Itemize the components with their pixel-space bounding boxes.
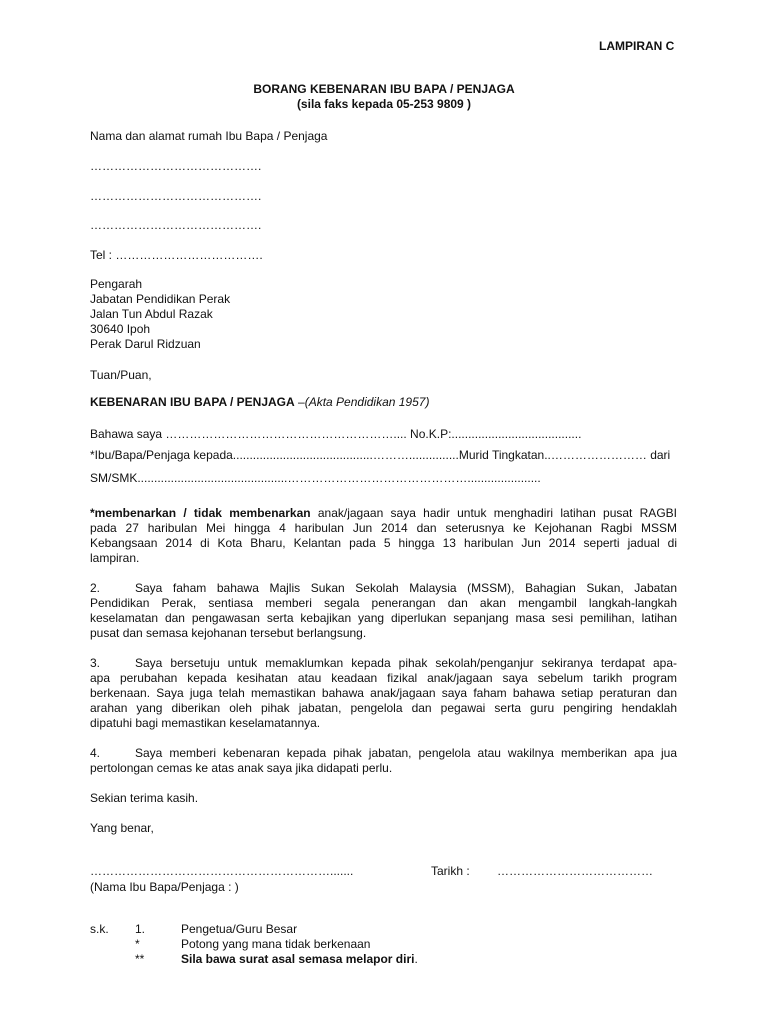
paragraph-number: 3. [90, 656, 101, 670]
closing-yang-benar: Yang benar, [90, 821, 154, 835]
paragraph-line: pada 27 haribulan Mei hingga 4 haribulan Jun 2014 dan seterusnya ke Kejohanan Ragbi MSSM [90, 521, 677, 535]
sm-smk-field[interactable]: SM/SMK.............................................………………………………………...................... [90, 471, 541, 485]
form-title: BORANG KEBENARAN IBU BAPA / PENJAGA [253, 82, 515, 96]
paragraph-line: 4. Saya memberi kebenaran kepada pihak jabatan, pengelola atau wakilnya memberikan apa jua [90, 746, 677, 760]
paragraph-line: apa perubahan kepada kesihatan atau keadaan fizikal anak/jagaan saya sebelum tarikh program [90, 671, 677, 685]
paragraph-number: 2. [90, 581, 101, 595]
footer-number: 1. [135, 922, 146, 936]
paragraph-line: pertolongan cemas ke atas anak saya jika didapati perlu. [90, 761, 393, 775]
address-line-1[interactable]: ……………………………………. [90, 159, 262, 173]
footer-marker: ** [135, 952, 145, 966]
footer-note: Potong yang mana tidak berkenaan [181, 937, 371, 951]
closing-thanks: Sekian terima kasih. [90, 791, 199, 805]
paragraph-line: dipatuhi bagi memastikan keselamatannya. [90, 716, 321, 730]
subject-line [90, 395, 429, 410]
lampiran-label: LAMPIRAN C [599, 39, 675, 53]
paragraph-line: berkenaan. Saya juga telah memastikan bahawa anak/jagaan saya faham bahawa setiap peraturan dan [90, 686, 677, 700]
subject-bold: KEBENARAN IBU BAPA / PENJAGA [90, 395, 295, 409]
paragraph-number: 4. [90, 746, 101, 760]
paragraph-3 [90, 656, 677, 731]
recipient-line: Jalan Tun Abdul Razak [90, 307, 213, 321]
paragraph-4 [90, 746, 677, 776]
recipient-line: Jabatan Pendidikan Perak [90, 292, 231, 306]
paragraph-line: Kebangsaan 2014 di Kota Bharu, Kelantan pada 5 hingga 13 haribulan Jun 2014 seperti jadual di [90, 536, 677, 550]
paragraph-line: 2. Saya faham bahawa Majlis Sukan Sekolah Malaysia (MSSM), Bahagian Sukan, Jabatan [90, 581, 677, 595]
footer-note: Pengetua/Guru Besar [181, 922, 298, 936]
salutation: Tuan/Puan, [90, 368, 152, 382]
paragraph-line: 3. Saya bersetuju untuk memaklumkan kepada pihak sekolah/penganjur sekiranya terdapat apa- [90, 656, 677, 670]
address-line-2[interactable]: ……………………………………. [90, 189, 262, 203]
consent-option[interactable]: *membenarkan / tidak membenarkan [90, 506, 311, 520]
address-line-3[interactable]: ……………………………………. [90, 218, 262, 232]
footer-marker: * [135, 937, 140, 951]
signature-line[interactable]: ……………………………………………………....... [90, 864, 354, 878]
paragraph-line: *membenarkan / tidak membenarkan anak/jagaan saya hadir untuk menghadiri latihan pusat RAGBI [90, 506, 677, 520]
form-subtitle: (sila faks kepada 05-253 9809 ) [296, 97, 472, 111]
paragraph-line: lampiran. [90, 551, 140, 565]
subject-act: (Akta Pendidikan 1957) [304, 395, 430, 409]
tel-field[interactable]: Tel : ………………………………. [90, 248, 263, 262]
parent-address-label: Nama dan alamat rumah Ibu Bapa / Penjaga [90, 129, 328, 143]
bahawa-saya-field[interactable]: Bahawa saya ………………………………………………….... No.K.P:....................................... [90, 427, 582, 441]
paragraph-line: arahan yang diberikan oleh pihak jabatan, pengelola dan pegawai serta guru pengiring hendaklah [90, 701, 677, 715]
paragraph-1 [90, 506, 677, 566]
paragraph-line: pusat dan semasa kejohanan tersebut berlangsung. [90, 626, 367, 640]
paragraph-line: Pendidikan Perak, sentiasa memberi segala penerangan dan akan mengambil langkah-langkah [90, 596, 677, 610]
subject-dash: – [294, 395, 305, 409]
recipient-line: Perak Darul Ridzuan [90, 337, 201, 351]
tarikh-field[interactable]: ………………………………… [497, 864, 653, 878]
paragraph-line: keselamatan dan pengawasan serta kebajikan yang diperlukan sepanjang masa sesi pemilihan, latihan [90, 611, 677, 625]
footer-note: Sila bawa surat asal semasa melapor diri. [181, 952, 418, 966]
recipient-line: 30640 Ipoh [90, 322, 151, 336]
paragraph-2 [90, 581, 677, 641]
sk-label: s.k. [90, 922, 109, 936]
ibu-bapa-field[interactable]: *Ibu/Bapa/Penjaga kepada..........................................………...............Murid Tingkatan..…………………… dari [90, 448, 671, 462]
recipient-line: Pengarah [90, 277, 143, 291]
parent-name-field[interactable]: (Nama Ibu Bapa/Penjaga : ) [90, 880, 239, 894]
tarikh-label: Tarikh : [431, 864, 470, 878]
